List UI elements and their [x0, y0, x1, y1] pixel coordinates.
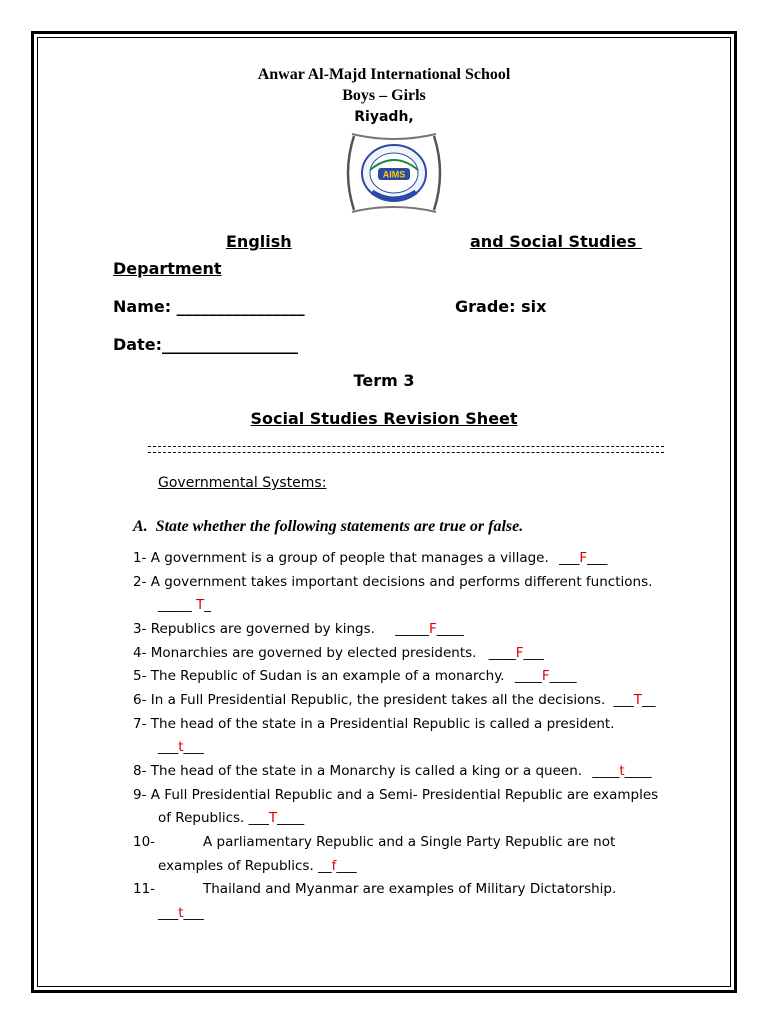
- question-5: 5- The Republic of Sudan is an example of a monarchy. ____F____: [133, 668, 577, 684]
- question-7-answer-line: ___t___: [158, 739, 204, 755]
- question-9: 9- A Full Presidential Republic and a Semi- Presidential Republic are examples: [133, 787, 659, 803]
- term-label: Term 3: [353, 371, 415, 390]
- answer: T: [633, 692, 643, 708]
- school-logo: [344, 130, 444, 216]
- school-name: Anwar Al-Majd International School: [257, 66, 511, 83]
- question-8: 8- The head of the state in a Monarchy is called a king or a queen. ____t____: [133, 763, 652, 779]
- question-10: 10- A parliamentary Republic and a Single Party Republic are not: [133, 834, 616, 850]
- question-11: 11- Thailand and Myanmar are examples of Military Dictatorship.: [133, 881, 617, 897]
- answer: t: [619, 763, 625, 779]
- question-7: 7- The head of the state in a Presidential Republic is called a president.: [133, 716, 615, 732]
- department-social-studies: and Social Studies: [470, 232, 642, 251]
- sheet-title: Social Studies Revision Sheet: [250, 409, 518, 428]
- question-11-answer-line: ___t___: [158, 905, 204, 921]
- department-english: English: [226, 232, 292, 251]
- answer: t: [178, 739, 184, 755]
- answer: F: [515, 645, 524, 661]
- question-2: 2- A government takes important decisions and performs different functions.: [133, 574, 653, 590]
- answer: F: [541, 668, 550, 684]
- department-label: Department: [113, 259, 222, 278]
- question-6: 6- In a Full Presidential Republic, the president takes all the decisions. ___T__: [133, 692, 656, 708]
- question-1: 1- A government is a group of people that manages a village. ___F___: [133, 550, 608, 566]
- section-title: Governmental Systems:: [158, 475, 327, 491]
- school-sections: Boys – Girls: [342, 87, 426, 104]
- question-2-answer-line: _____ T_: [158, 597, 212, 613]
- answer: f: [331, 858, 337, 874]
- grade-label: Grade: six: [455, 297, 547, 316]
- answer: F: [579, 550, 588, 566]
- instruction: A. State whether the following statements are true or false.: [133, 518, 524, 535]
- school-city: Riyadh,: [354, 109, 414, 125]
- question-10-continued: examples of Republics. __f___: [158, 858, 357, 874]
- question-4: 4- Monarchies are governed by elected presidents. ____F___: [133, 645, 544, 661]
- question-3: 3- Republics are governed by kings. _____F____: [133, 621, 464, 637]
- dashed-separator: [148, 446, 664, 453]
- name-field[interactable]: Name: ________________: [113, 297, 305, 316]
- svg-text:AIMS: AIMS: [382, 169, 406, 180]
- answer: T: [268, 810, 278, 826]
- answer: t: [178, 905, 184, 921]
- date-field[interactable]: Date:_________________: [113, 335, 298, 354]
- question-9-continued: of Republics. ___T____: [158, 810, 305, 826]
- answer: T: [196, 597, 205, 613]
- answer: F: [429, 621, 437, 637]
